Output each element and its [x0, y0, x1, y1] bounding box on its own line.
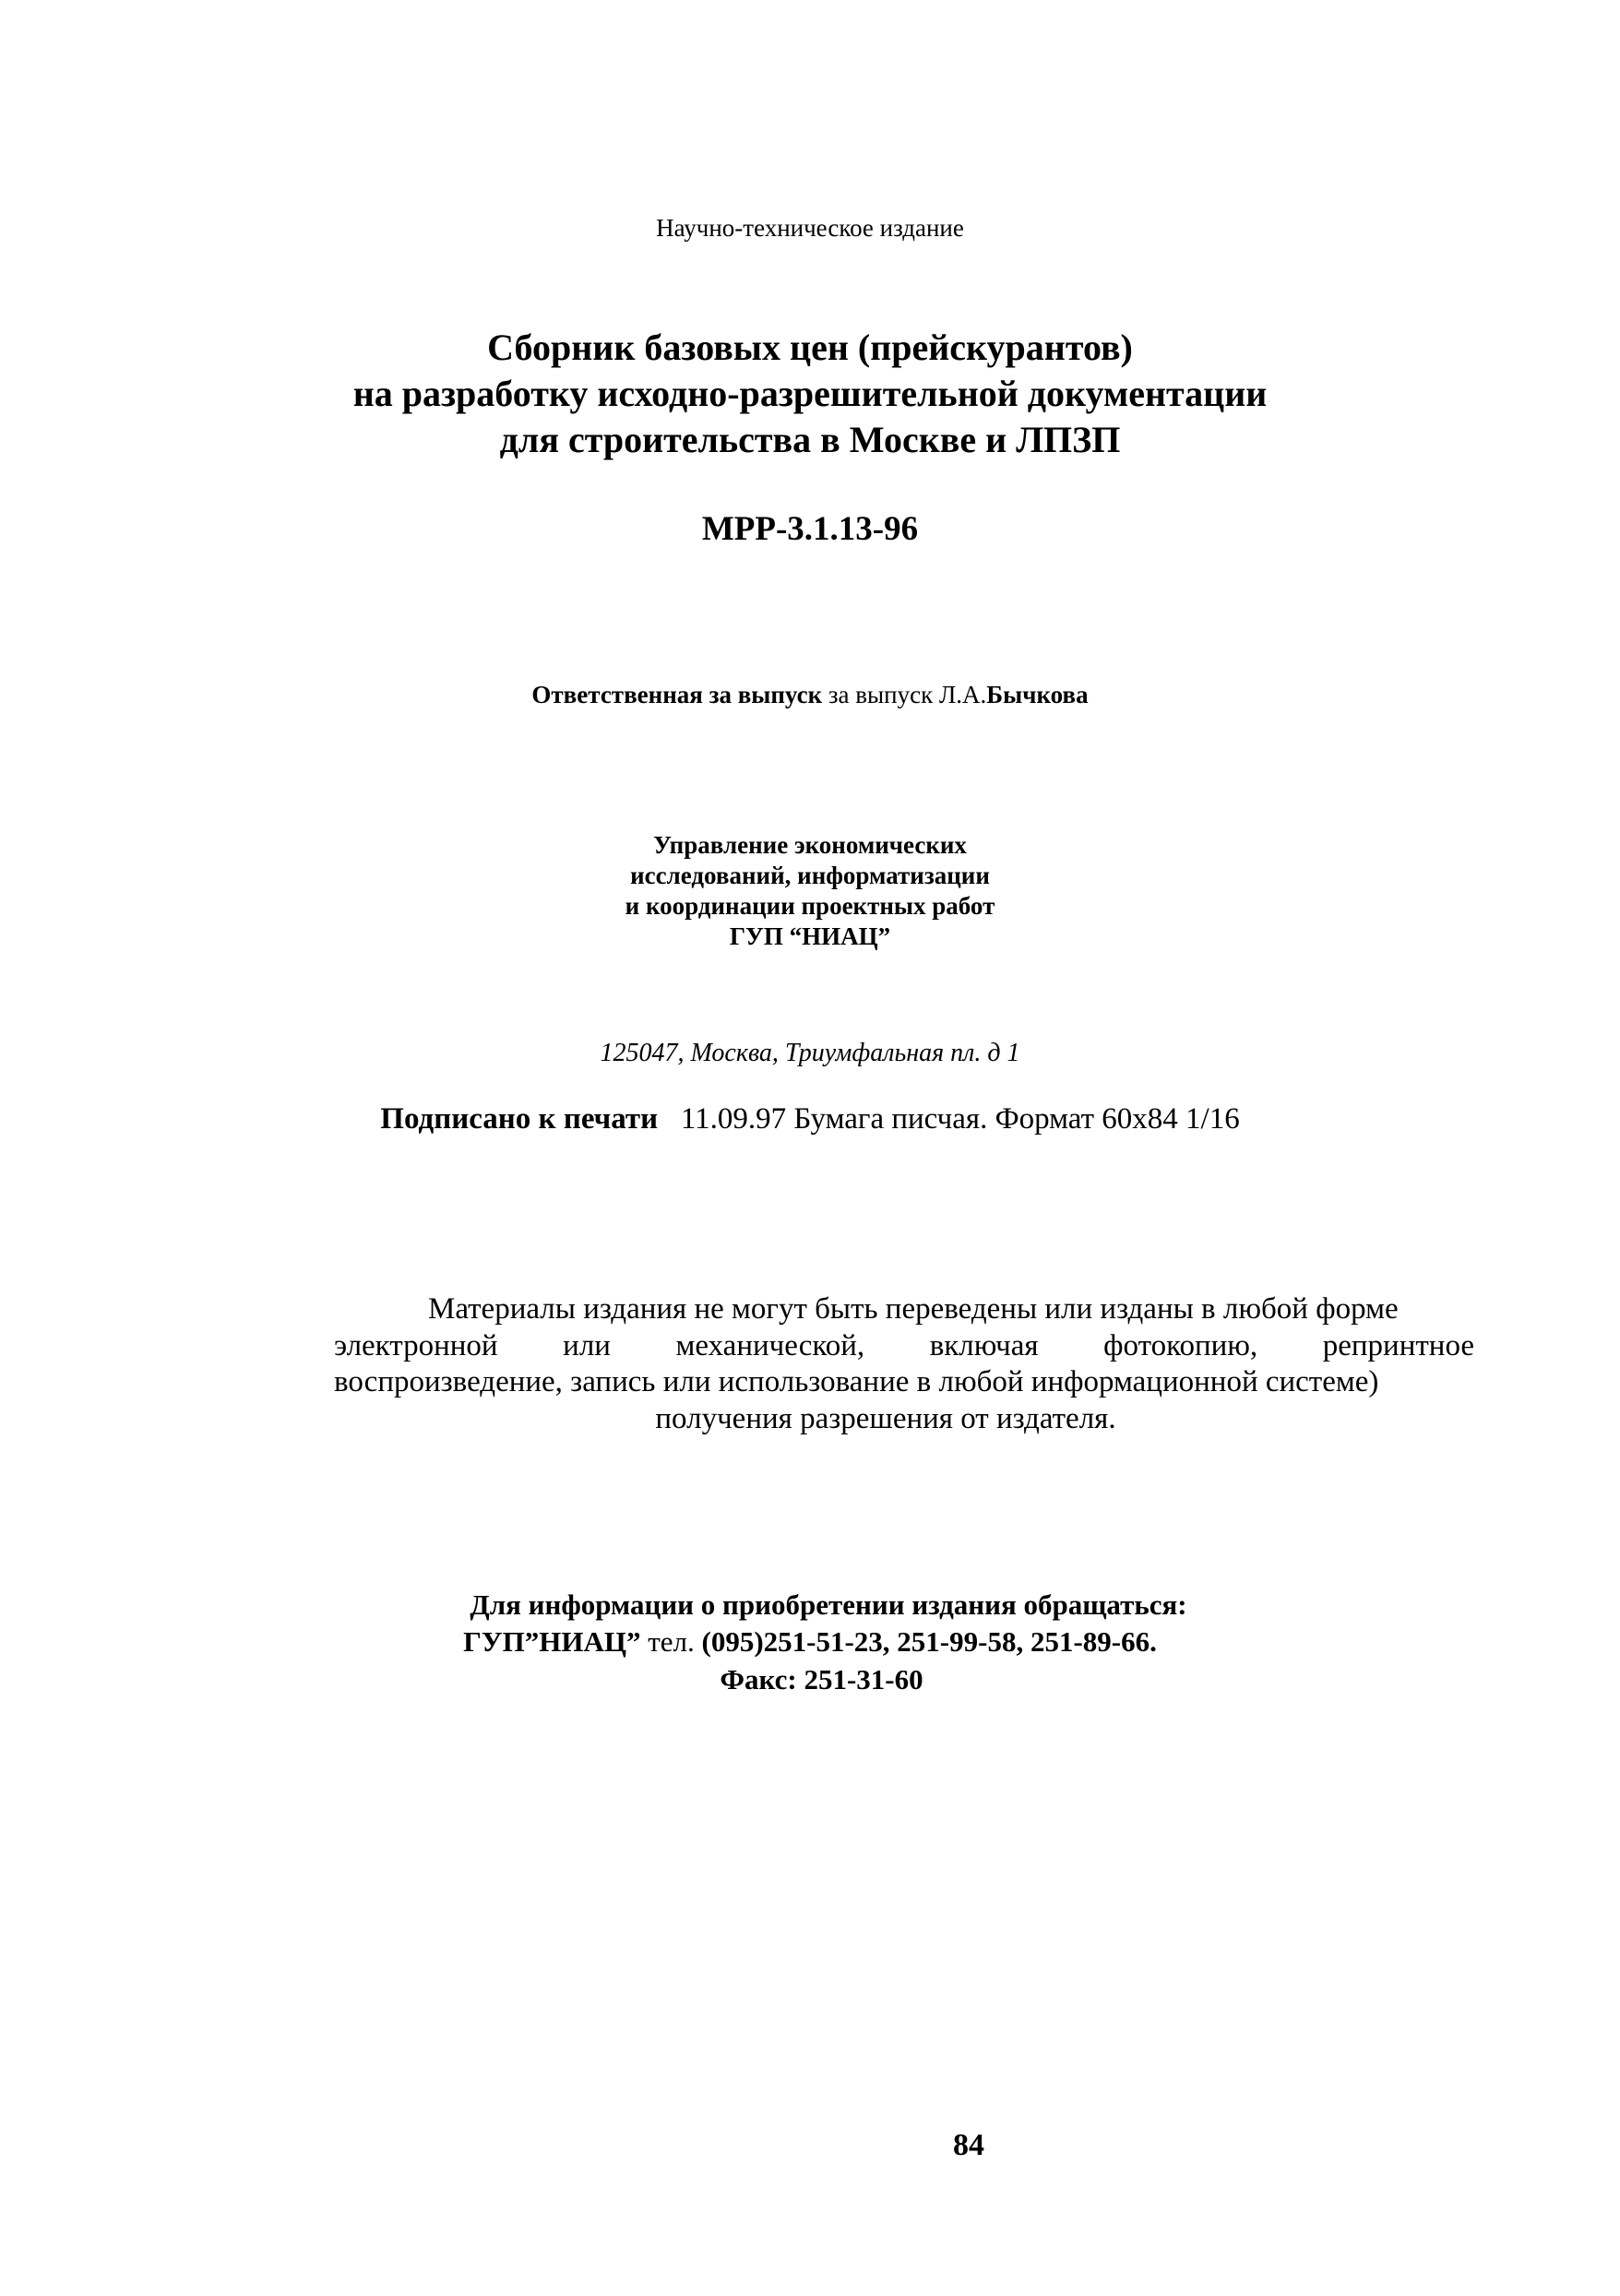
printing-signed-label: Подписано к печати [380, 1102, 659, 1136]
copyright-line-3: воспроизведение, запись или использование в любой информационной системе) [334, 1365, 1379, 1399]
contact-tel-label: тел. [648, 1625, 695, 1659]
contact-fax: Факс: 251-31-60 [720, 1662, 923, 1695]
contact-phones: (095)251-51-23, 251-99-58, 251-89-66. [701, 1625, 1157, 1659]
copyright-word: включая [929, 1328, 1039, 1362]
printing-date: 11.09.97 [680, 1102, 787, 1136]
copyright-word: электронной [334, 1328, 498, 1362]
copyright-word: фотокопию, [1103, 1328, 1258, 1362]
copyright-word: механической, [675, 1328, 865, 1362]
department-line-3: и координации проектных работ [625, 891, 995, 920]
title-line-2: на разработку исходно-разрешительной документации [352, 373, 1268, 414]
copyright-word: репринтное [1322, 1328, 1474, 1362]
copyright-line-1: Материалы издания не могут быть переведены или изданы в любой форме [428, 1292, 1399, 1326]
copyright-line-2 [334, 1328, 1474, 1365]
responsible-editor: Ответственная за выпуск за выпуск Л.А.Бычкова [531, 681, 1089, 708]
copyright-notice [334, 1291, 1474, 1437]
page-number: 84 [953, 2128, 984, 2162]
responsible-initials: Л.А. [938, 681, 987, 708]
department-line-4: ГУП “НИАЦ” [729, 922, 891, 950]
copyright-line-4: получения разрешения от издателя. [655, 1401, 1116, 1435]
document-code: МРР-3.1.13-96 [701, 510, 919, 548]
copyright-word: или [563, 1328, 611, 1362]
contact-heading: Для информации о приобретении издания обращаться: [470, 1588, 1187, 1621]
department-line-1: Управление экономических [653, 831, 967, 859]
contact-info [0, 1587, 1620, 1698]
publication-genre: Научно-техническое издание [656, 214, 964, 242]
title-line-3: для строительства в Москве и ЛПЗП [499, 419, 1121, 460]
department-line-2: исследований, информатизации [630, 861, 990, 889]
publisher-address: 125047, Москва, Триумфальная пл. д 1 [600, 1039, 1020, 1067]
document-title [0, 325, 1620, 463]
title-line-1: Сборник базовых цен (прейскурантов) [487, 327, 1133, 368]
printing-info [0, 1102, 1620, 1136]
contact-org: ГУП”НИАЦ” [463, 1625, 641, 1659]
department-block [0, 830, 1620, 952]
printing-details: Бумага писчая. Формат 60x84 1/16 [793, 1102, 1240, 1136]
responsible-label: Ответственная за выпуск [531, 681, 823, 708]
responsible-surname: Бычкова [986, 681, 1089, 708]
contact-phones-line [0, 1624, 1620, 1660]
